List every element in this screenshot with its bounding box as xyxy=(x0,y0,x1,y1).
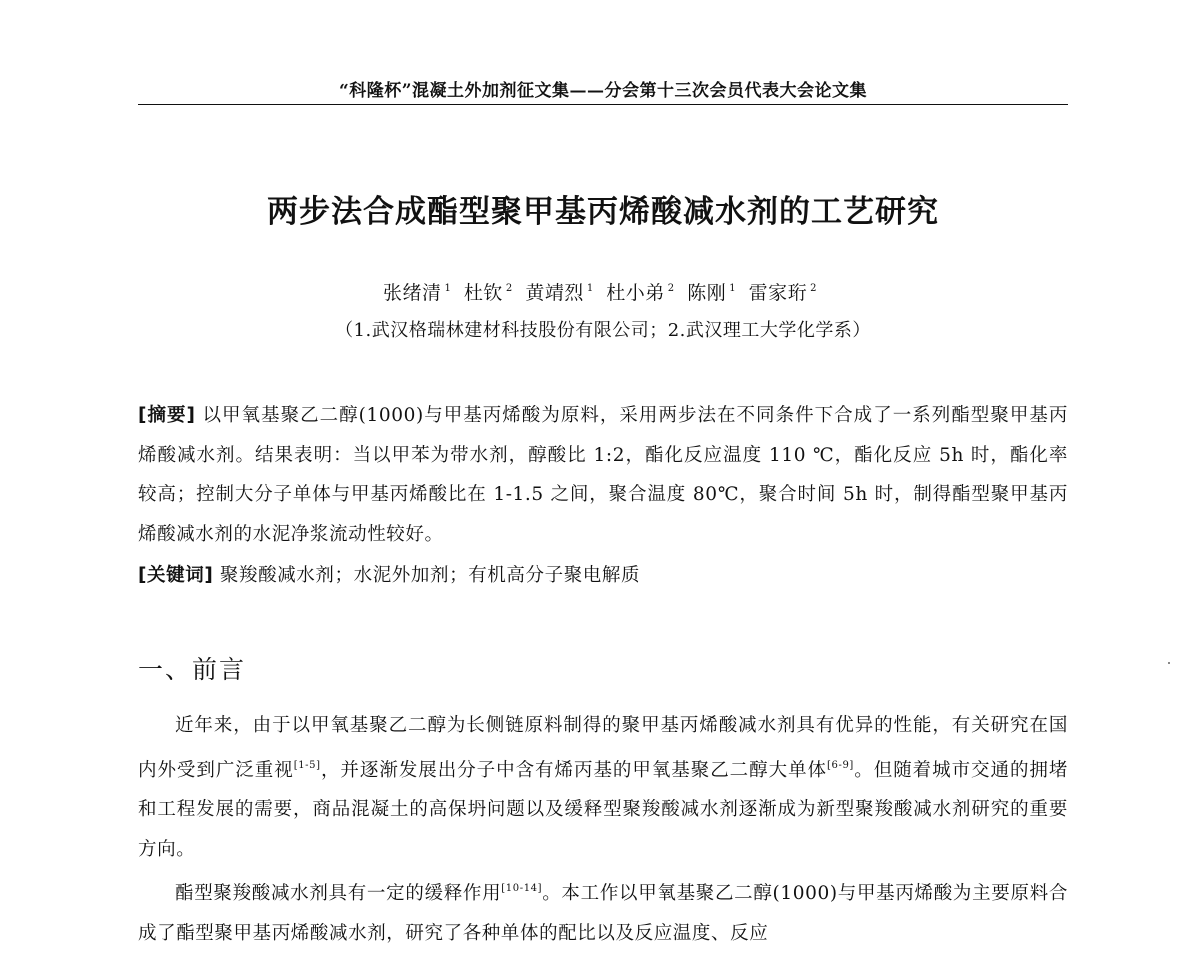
paragraph-text: 。本工作以甲氧基聚乙二醇(1000)与甲基丙烯酸为主要原料合成了酯型聚甲基丙烯酸减水剂，研究了各种单体的配比以及反应温度、反应 xyxy=(138,883,1068,944)
paragraph xyxy=(138,706,1068,869)
citation: [10-14] xyxy=(501,883,543,894)
citation: [1-5] xyxy=(293,759,321,771)
paragraph xyxy=(138,869,1068,953)
author-name: 杜钦 xyxy=(463,282,503,304)
author-affiliation-mark: 2 xyxy=(505,283,513,294)
author-name: 黄靖烈 xyxy=(525,282,584,304)
scan-speck xyxy=(1168,662,1170,664)
citation: [6-9] xyxy=(827,759,854,771)
author-name: 雷家珩 xyxy=(748,282,808,304)
paragraph-text: 酯型聚羧酸减水剂具有一定的缓释作用 xyxy=(175,883,502,904)
author-affiliation-mark: 1 xyxy=(729,283,737,294)
abstract-label: [摘要] xyxy=(138,405,196,426)
section-heading: 一、前言 xyxy=(138,655,247,684)
abstract-text: 以甲氧基聚乙二醇(1000)与甲基丙烯酸为原料，采用两步法在不同条件下合成了一系列酯型聚甲基丙烯酸减水剂。结果表明：当以甲苯为带水剂，醇酸比 1:2，酯化反应温度 110 ℃，酯化反应 5h 时，酯化率较高；控制大分子单体与甲基丙烯酸比在 1-1.5 之间，聚合温度 80℃，聚合时间 5h 时，制得酯型聚甲基丙烯酸减水剂的水泥净浆流动性较好。 xyxy=(138,405,1068,545)
keywords-label: [关键词] xyxy=(138,565,214,586)
author-affiliation-mark: 2 xyxy=(810,283,818,294)
author-affiliation-mark: 1 xyxy=(586,283,594,294)
paper-title: 两步法合成酯型聚甲基丙烯酸减水剂的工艺研究 xyxy=(267,194,939,230)
author-affiliation-mark: 1 xyxy=(444,283,452,294)
author-name: 张绪清 xyxy=(382,282,442,304)
author-name: 杜小弟 xyxy=(606,282,665,304)
running-header: “科隆杯”混凝土外加剂征文集——分会第十三次会员代表大会论文集 xyxy=(338,81,868,101)
paragraph-text: 近年来，由于以甲氧基聚乙二醇为长侧链原料制得的聚甲基丙烯酸减水剂具有优异的性能，有关研究在国内外受到广泛重视 xyxy=(138,715,1068,781)
affiliation-line: （1.武汉格瑞林建材科技股份有限公司；2.武汉理工大学化学系） xyxy=(335,320,871,341)
paragraph-text: ，并逐渐发展出分子中含有烯丙基的甲氧基聚乙二醇大单体 xyxy=(320,759,827,781)
author-list xyxy=(138,278,1068,305)
author-name: 陈刚 xyxy=(687,282,727,304)
paragraph-text: 。但随着城市交通的拥堵和工程发展的需要，商品混凝土的高保坍问题以及缓释型聚羧酸减水剂逐渐成为新型聚羧酸减水剂研究的重要方向。 xyxy=(138,759,1068,860)
keywords xyxy=(138,556,1068,596)
header-rule xyxy=(138,104,1068,105)
keywords-text: 聚羧酸减水剂；水泥外加剂；有机高分子聚电解质 xyxy=(219,565,641,586)
section-body xyxy=(138,706,1068,953)
author-affiliation-mark: 2 xyxy=(667,283,675,294)
abstract xyxy=(138,396,1068,554)
